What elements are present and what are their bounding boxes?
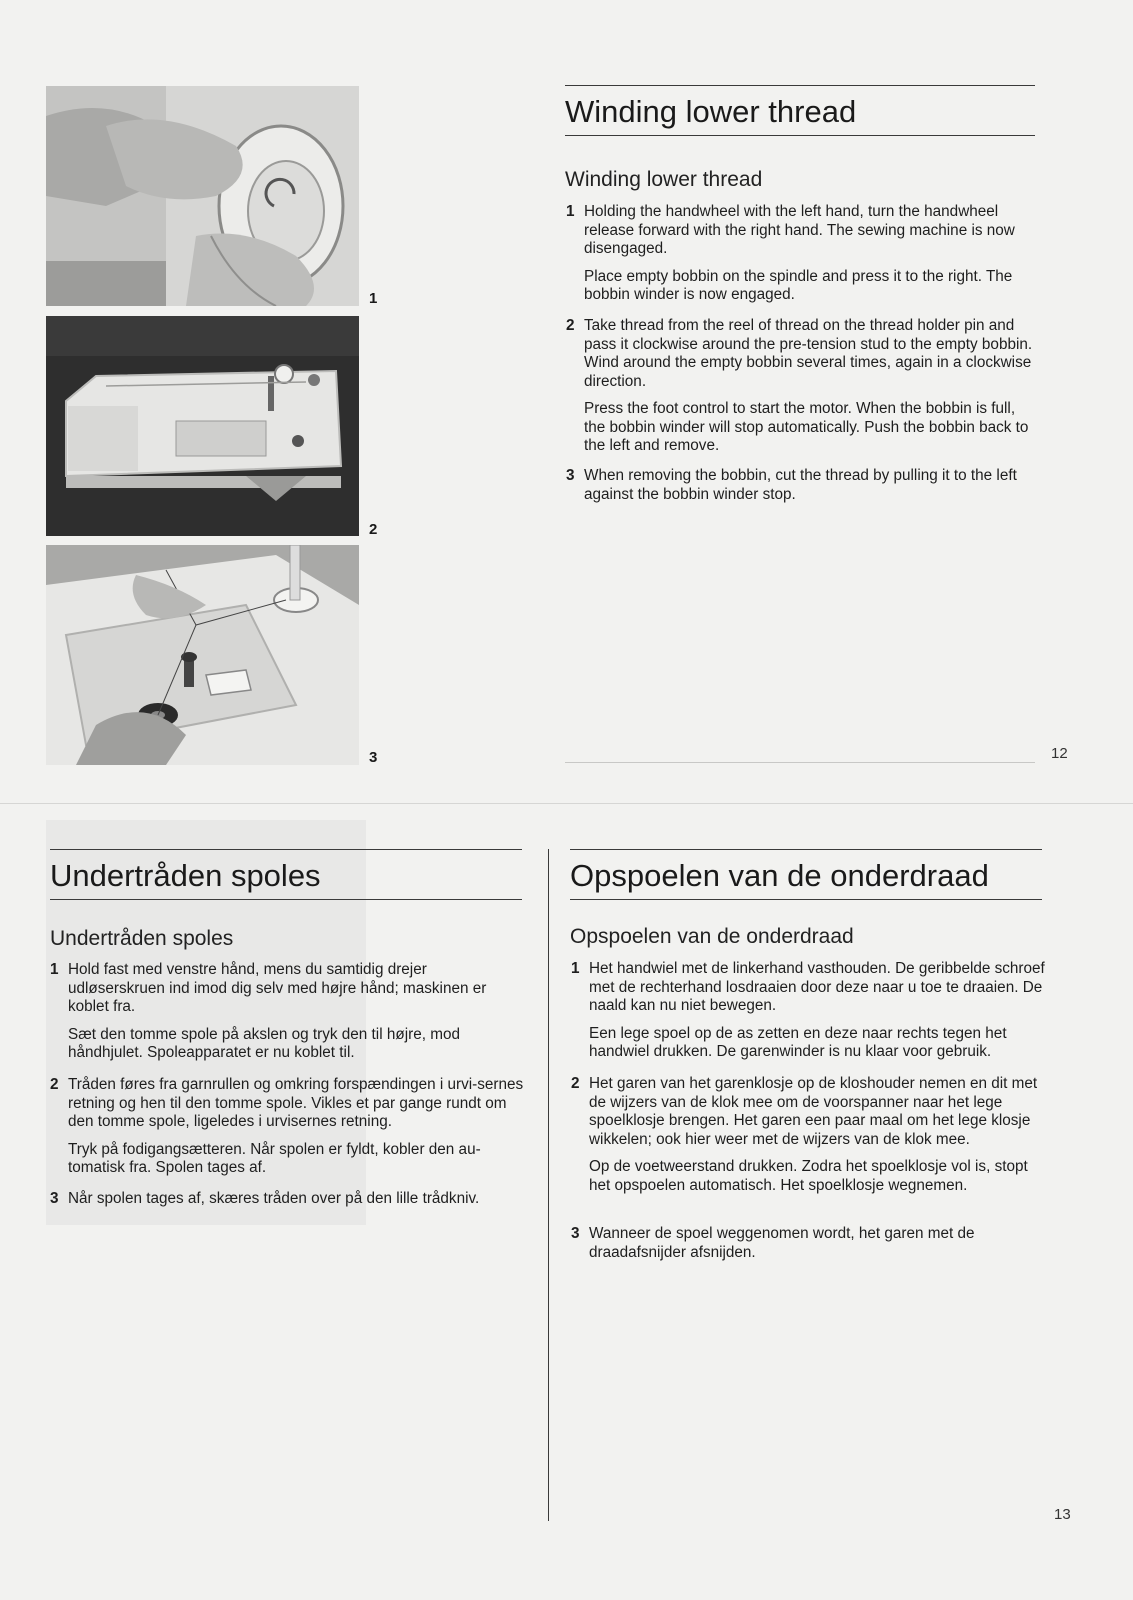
figure-number-1: 1 [369, 290, 378, 307]
step-text: Tråden føres fra garnrullen og omkring forspændingen i urvi-sernes retning og hen til den tomme spole. Vikles et par gange rundt om den tomme spole, ligeledes i urvisernes retning. [68, 1076, 524, 1130]
danish-step-2 [50, 1076, 524, 1187]
step-number: 1 [566, 203, 575, 220]
step-number: 2 [566, 317, 575, 334]
dutch-title-rule-bottom [570, 899, 1042, 900]
danish-title-rule-bottom [50, 899, 522, 900]
column-divider [548, 849, 549, 1521]
dutch-title-rule-top [570, 849, 1042, 850]
step-number: 3 [566, 467, 575, 484]
danish-title: Undertråden spoles [50, 858, 321, 893]
page-title-winding: Winding lower thread [565, 94, 857, 129]
step-text: Wanneer de spoel weggenomen wordt, het garen met de draadafsnijder afsnijden. [589, 1225, 975, 1261]
step-text: Place empty bobbin on the spindle and press it to the right. The bobbin winder is now engaged. [584, 267, 1013, 303]
step-number: 3 [50, 1190, 59, 1207]
step-text: Holding the handwheel with the left hand, turn the handwheel release forward with the right hand. The sewing machine is now disengaged. [584, 203, 1015, 257]
figure-number-3: 3 [369, 749, 378, 766]
step-number: 2 [571, 1075, 580, 1092]
dutch-subtitle: Opspoelen van de onderdraad [570, 925, 854, 948]
figure-number-2: 2 [369, 521, 378, 538]
step-2 [566, 317, 1040, 465]
step-text: Sæt den tomme spole på akslen og tryk den til højre, mod håndhjulet. Spoleapparatet er nu koblet til. [68, 1025, 460, 1061]
step-number: 3 [571, 1225, 580, 1242]
step-text: Op de voetweerstand drukken. Zodra het spoelklosje vol is, stopt het opspoelen automatisch. Het spoelklosje wegnemen. [589, 1158, 1028, 1194]
page-divider [0, 803, 1133, 804]
photo-3-bobbin-winder [46, 545, 359, 765]
dutch-step-3 [571, 1225, 1045, 1271]
step-text: Hold fast med venstre hånd, mens du samtidig drejer udløserskruen ind imod dig selv med højre hånd; maskinen er koblet fra. [68, 961, 487, 1015]
dutch-step-1 [571, 960, 1045, 1071]
danish-subtitle: Undertråden spoles [50, 927, 234, 950]
step-text: Tryk på fodigangsætteren. Når spolen er fyldt, kobler den au-tomatisk fra. Spolen tages af. [68, 1140, 481, 1176]
step-text: Press the foot control to start the motor. When the bobbin is full, the bobbin winder will stop automatically. Push the bobbin back to the left and remove. [584, 400, 1029, 454]
sewing-machine-illustration [46, 316, 359, 536]
danish-step-1 [50, 961, 524, 1072]
handwheel-illustration [46, 86, 359, 306]
page-number-13: 13 [1054, 1506, 1071, 1523]
step-text: Het handwiel met de linkerhand vasthouden. De geribbelde schroef met de rechterhand losdraaien door deze naar u toe te draaien. De naald kan nu niet bewegen. [589, 960, 1045, 1014]
photo-2-machine-top [46, 316, 359, 536]
step-text: When removing the bobbin, cut the thread by pulling it to the left against the bobbin winder stop. [584, 467, 1017, 503]
step-text: Take thread from the reel of thread on the thread holder pin and pass it clockwise around the pre-tension stud to the empty bobbin. Wind around the empty bobbin several times, again in a clockwise direction. [584, 317, 1033, 390]
step-number: 2 [50, 1076, 59, 1093]
step-text: Når spolen tages af, skæres tråden over på den lille trådkniv. [68, 1190, 480, 1207]
title-rule-bottom [565, 135, 1035, 136]
page-number-12: 12 [1051, 745, 1068, 762]
bobbin-winder-illustration [46, 545, 359, 765]
step-number: 1 [50, 961, 59, 978]
step-3 [566, 467, 1040, 513]
title-rule-top [565, 85, 1035, 86]
step-text: Een lege spoel op de as zetten en deze naar rechts tegen het handwiel drukken. De garenwinder is nu klaar voor gebruik. [589, 1024, 1007, 1060]
step-number: 1 [571, 960, 580, 977]
step-1 [566, 203, 1040, 314]
step-text: Het garen van het garenklosje op de kloshouder nemen en dit met de wijzers van de klok mee om de voorspanner naar het lege spoelklosje brengen. Het garen een paar maal om het lege klosje wikkelen; ook hier weer met de wijzers van de klok mee. [589, 1075, 1038, 1148]
danish-title-rule-top [50, 849, 522, 850]
photo-1-handwheel [46, 86, 359, 306]
page-number-rule [565, 762, 1035, 763]
dutch-step-2 [571, 1075, 1045, 1204]
dutch-title: Opspoelen van de onderdraad [570, 858, 989, 893]
section-subtitle-winding: Winding lower thread [565, 168, 763, 191]
danish-step-3 [50, 1190, 524, 1218]
